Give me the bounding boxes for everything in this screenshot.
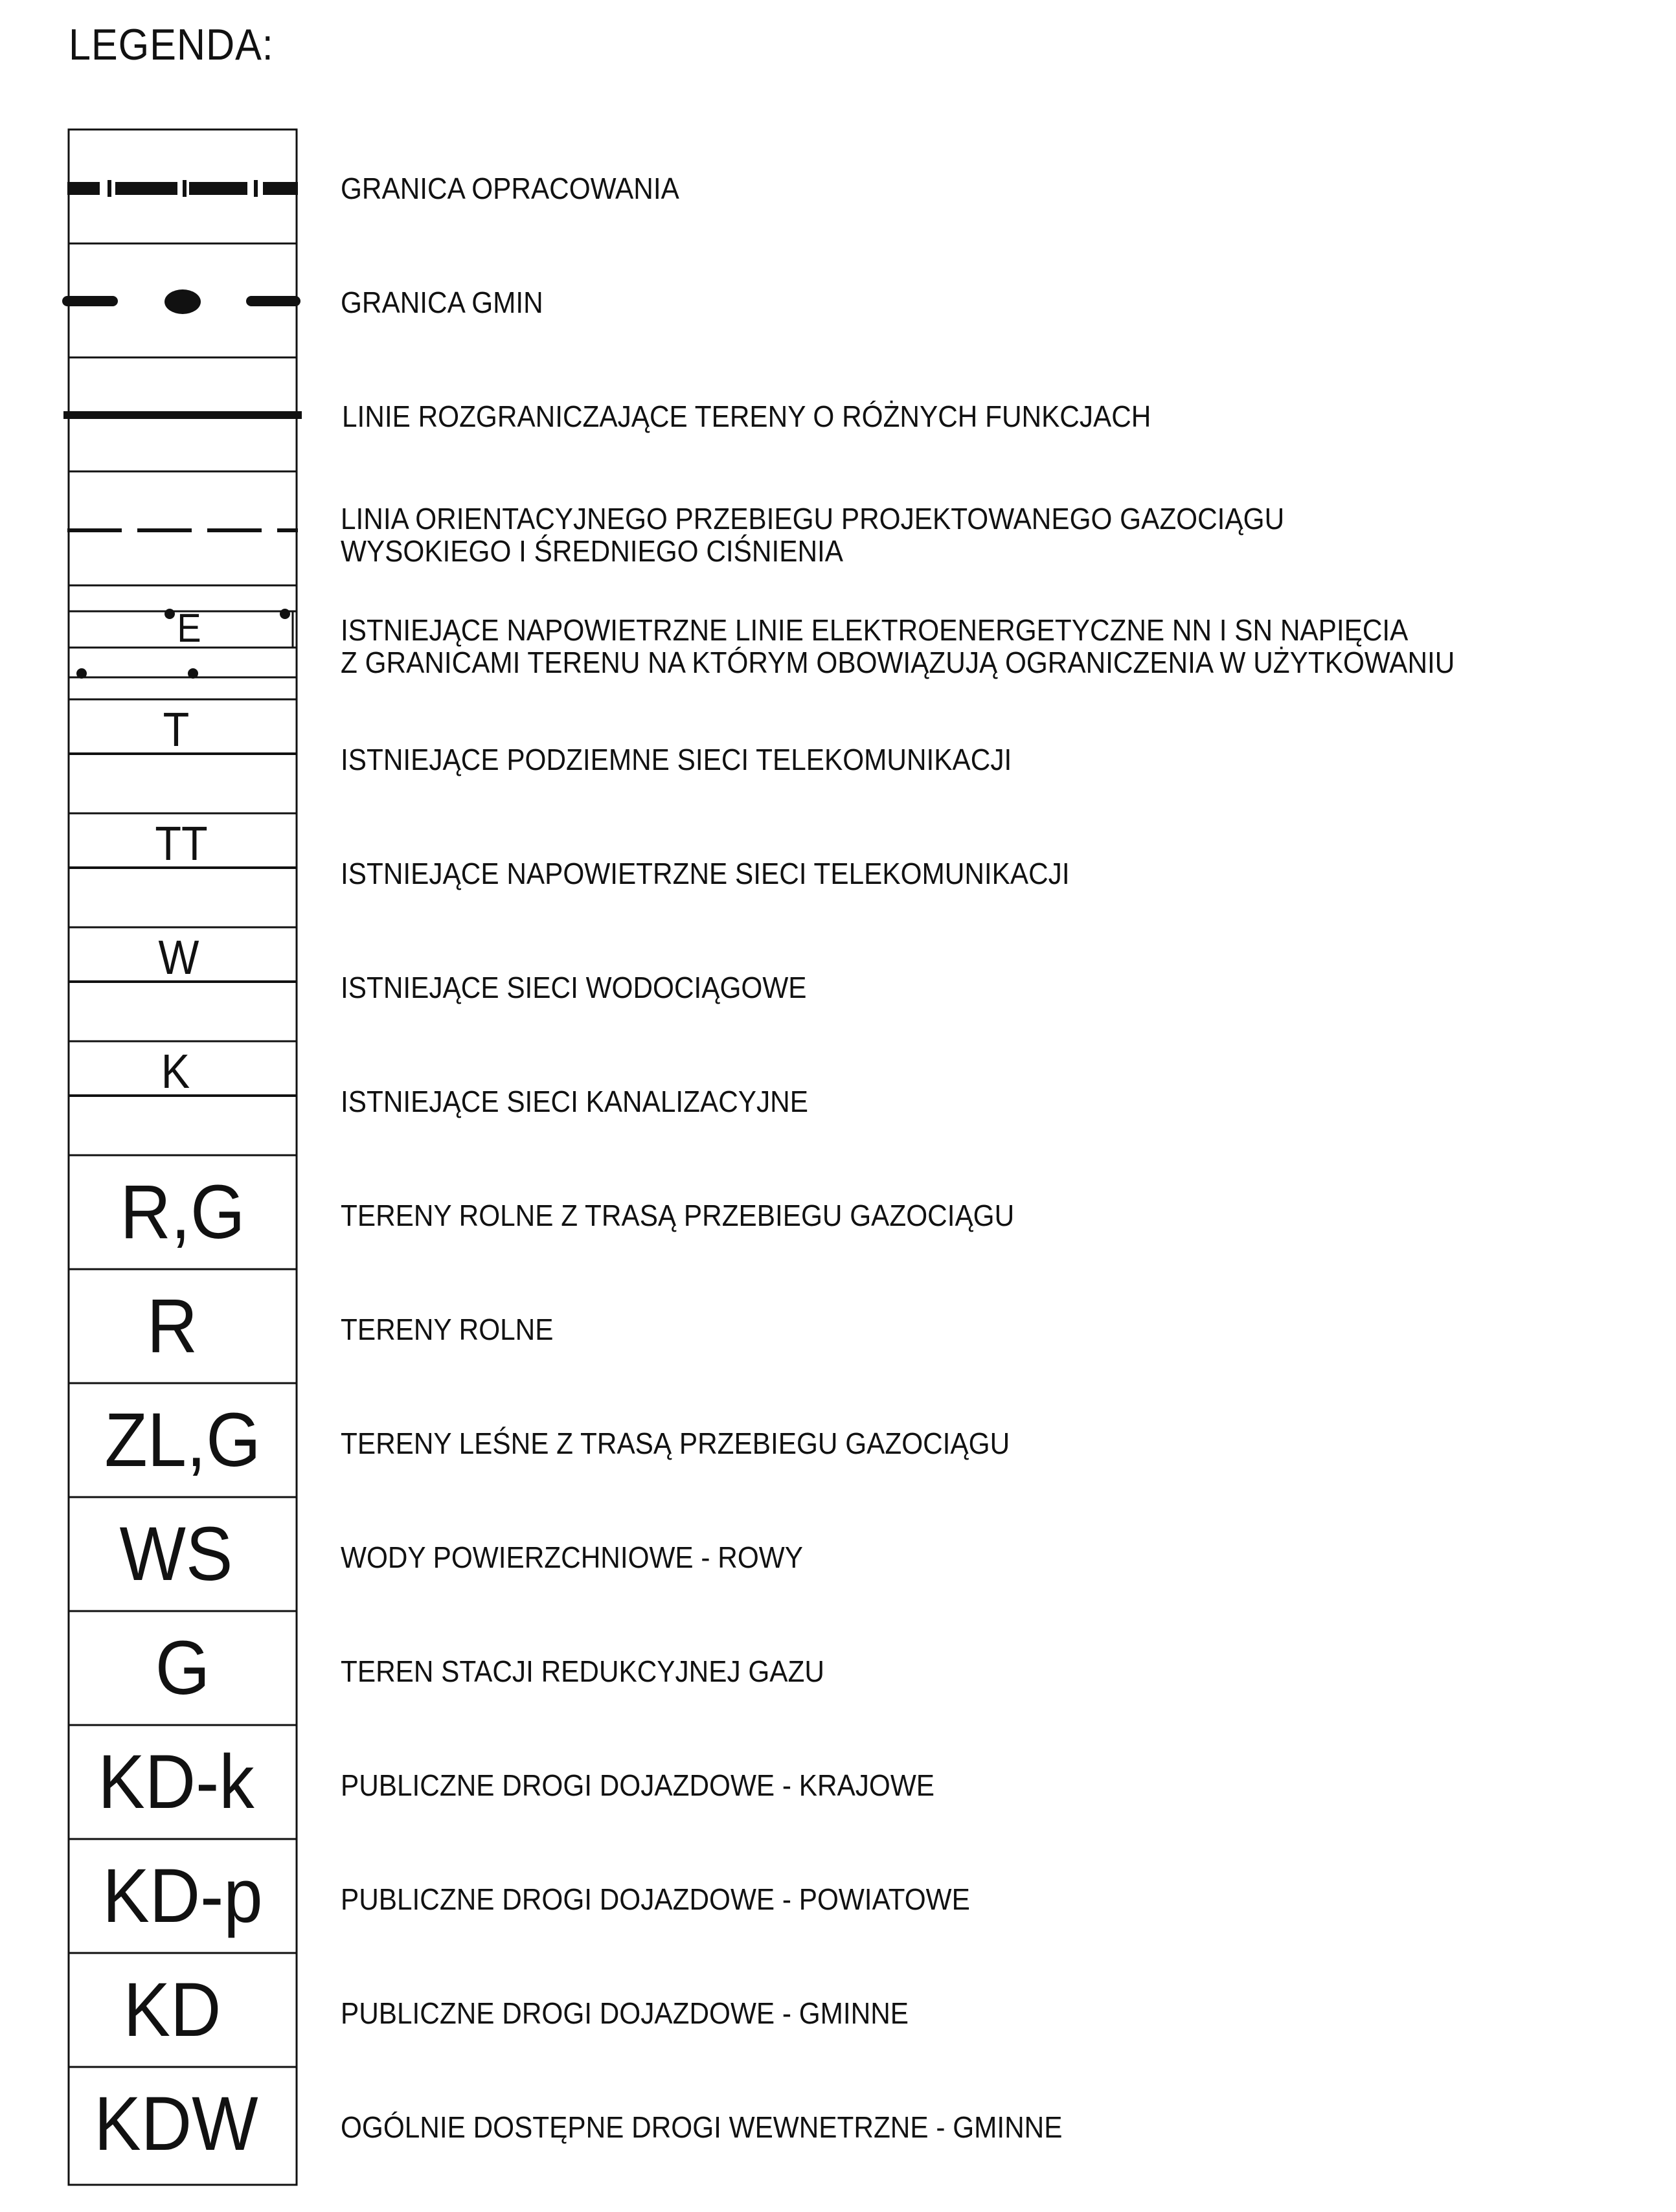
desc-elektro-line1: ISTNIEJĄCE NAPOWIETRZNE LINIE ELEKTROENERGETYCZNE NN I SN NAPIĘCIA bbox=[341, 613, 1409, 647]
code-kdw: KDW bbox=[94, 2081, 258, 2167]
label-e: E bbox=[177, 606, 201, 651]
desc-ws: WODY POWIERZCHNIOWE - ROWY bbox=[341, 1541, 803, 1574]
label-tt: TT bbox=[155, 817, 208, 870]
code-g: G bbox=[155, 1625, 210, 1711]
desc-linie-rozgraniczajace: LINIE ROZGRANICZAJĄCE TERENY O RÓŻNYCH FUNKCJACH bbox=[342, 400, 1151, 433]
desc-gazociag bbox=[341, 502, 1284, 567]
desc-kanalizacja: ISTNIEJĄCE SIECI KANALIZACYJNE bbox=[341, 1085, 808, 1118]
code-kd-p: KD-p bbox=[102, 1853, 263, 1939]
label-w: W bbox=[158, 931, 199, 984]
desc-granica-gmin: GRANICA GMIN bbox=[341, 286, 543, 319]
desc-kd-p: PUBLICZNE DROGI DOJAZDOWE - POWIATOWE bbox=[341, 1882, 970, 1916]
desc-elektroenergetyczne bbox=[341, 614, 1455, 679]
desc-gazociag-line1: LINIA ORIENTACYJNEGO PRZEBIEGU PROJEKTOWANEGO GAZOCIĄGU bbox=[341, 502, 1285, 536]
code-zlg: ZL,G bbox=[104, 1397, 261, 1483]
code-ws: WS bbox=[119, 1511, 233, 1597]
label-t: T bbox=[163, 703, 190, 756]
legend-title: LEGENDA: bbox=[69, 20, 274, 69]
symbol-granica-opracowania bbox=[67, 180, 298, 197]
desc-rg: TERENY ROLNE Z TRASĄ PRZEBIEGU GAZOCIĄGU bbox=[341, 1199, 1015, 1232]
desc-wodociagi: ISTNIEJĄCE SIECI WODOCIĄGOWE bbox=[341, 971, 807, 1004]
code-rg: R,G bbox=[120, 1169, 245, 1255]
code-kd-k: KD-k bbox=[98, 1739, 255, 1825]
desc-kdw: OGÓLNIE DOSTĘPNE DROGI WEWNETRZNE - GMINNE bbox=[341, 2110, 1063, 2144]
code-kd: KD bbox=[123, 1967, 221, 2053]
desc-elektro-line2: Z GRANICAMI TERENU NA KTÓRYM OBOWIĄZUJĄ OGRANICZENIA W UŻYTKOWANIU bbox=[341, 646, 1455, 679]
desc-r: TERENY ROLNE bbox=[341, 1313, 554, 1346]
desc-g: TEREN STACJI REDUKCYJNEJ GAZU bbox=[341, 1654, 824, 1688]
desc-kd: PUBLICZNE DROGI DOJAZDOWE - GMINNE bbox=[341, 1996, 909, 2030]
desc-granica-opracowania: GRANICA OPRACOWANIA bbox=[341, 172, 679, 205]
code-r: R bbox=[146, 1283, 198, 1369]
desc-telekomunikacja-napowietrzna: ISTNIEJĄCE NAPOWIETRZNE SIECI TELEKOMUNIKACJI bbox=[341, 857, 1070, 890]
desc-telekomunikacja-podziemna: ISTNIEJĄCE PODZIEMNE SIECI TELEKOMUNIKACJI bbox=[341, 743, 1012, 776]
desc-gazociag-line2: WYSOKIEGO I ŚREDNIEGO CIŚNIENIA bbox=[341, 534, 844, 568]
symbol-granica-gmin bbox=[62, 289, 300, 314]
desc-zlg: TERENY LEŚNE Z TRASĄ PRZEBIEGU GAZOCIĄGU bbox=[341, 1427, 1010, 1460]
label-k: K bbox=[161, 1044, 190, 1098]
desc-kd-k: PUBLICZNE DROGI DOJAZDOWE - KRAJOWE bbox=[341, 1768, 934, 1802]
